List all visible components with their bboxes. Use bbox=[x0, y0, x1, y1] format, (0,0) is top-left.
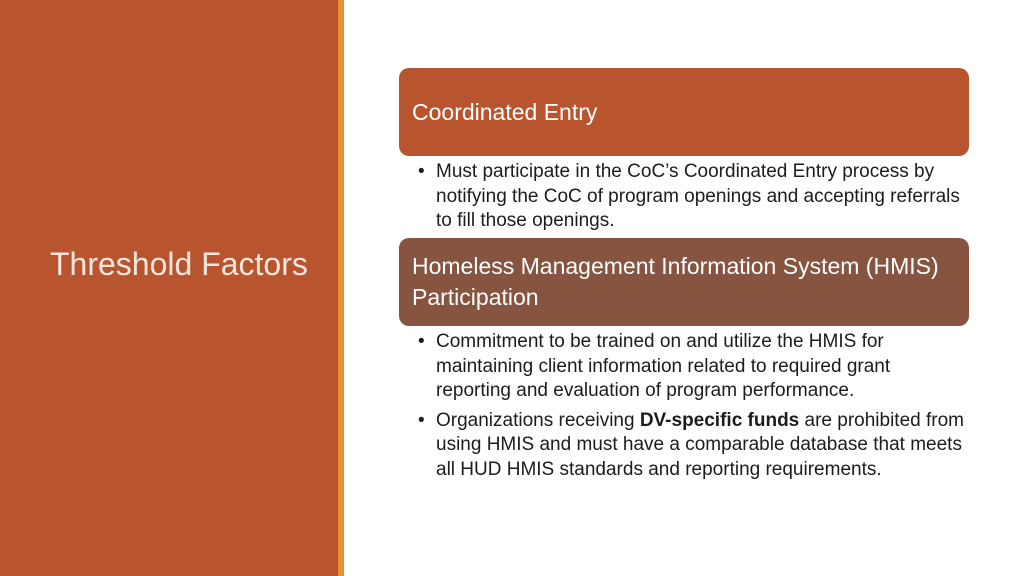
section-header-coordinated-entry: Coordinated Entry bbox=[399, 68, 969, 156]
section-header-hmis: Homeless Management Information System (HMIS) Participation bbox=[399, 238, 969, 326]
hmis-list bbox=[418, 330, 966, 487]
side-title: Threshold Factors bbox=[50, 246, 308, 282]
dv-specific-funds-text: DV-specific funds bbox=[639, 409, 800, 431]
side-panel bbox=[0, 0, 338, 576]
dv-bullet-prefix: Organizations receiving bbox=[436, 409, 640, 431]
hmis-bullet-dv-funds bbox=[418, 409, 966, 483]
coordinated-entry-list bbox=[418, 160, 966, 239]
dv-bullet-suffix: are prohibited from using HMIS and must have a comparable database that meets all HUD HMIS standards and reporting requirements. bbox=[436, 409, 964, 480]
side-accent bbox=[338, 0, 344, 576]
coordinated-entry-bullet: • Must participate in the CoC’s Coordinated Entry process by notifying the CoC of program openings and accepting referrals to fill those openings. bbox=[418, 160, 966, 234]
hmis-bullet-training: • Commitment to be trained on and utilize the HMIS for maintaining client information related to required grant reporting and evaluation of program performance. bbox=[418, 330, 966, 404]
